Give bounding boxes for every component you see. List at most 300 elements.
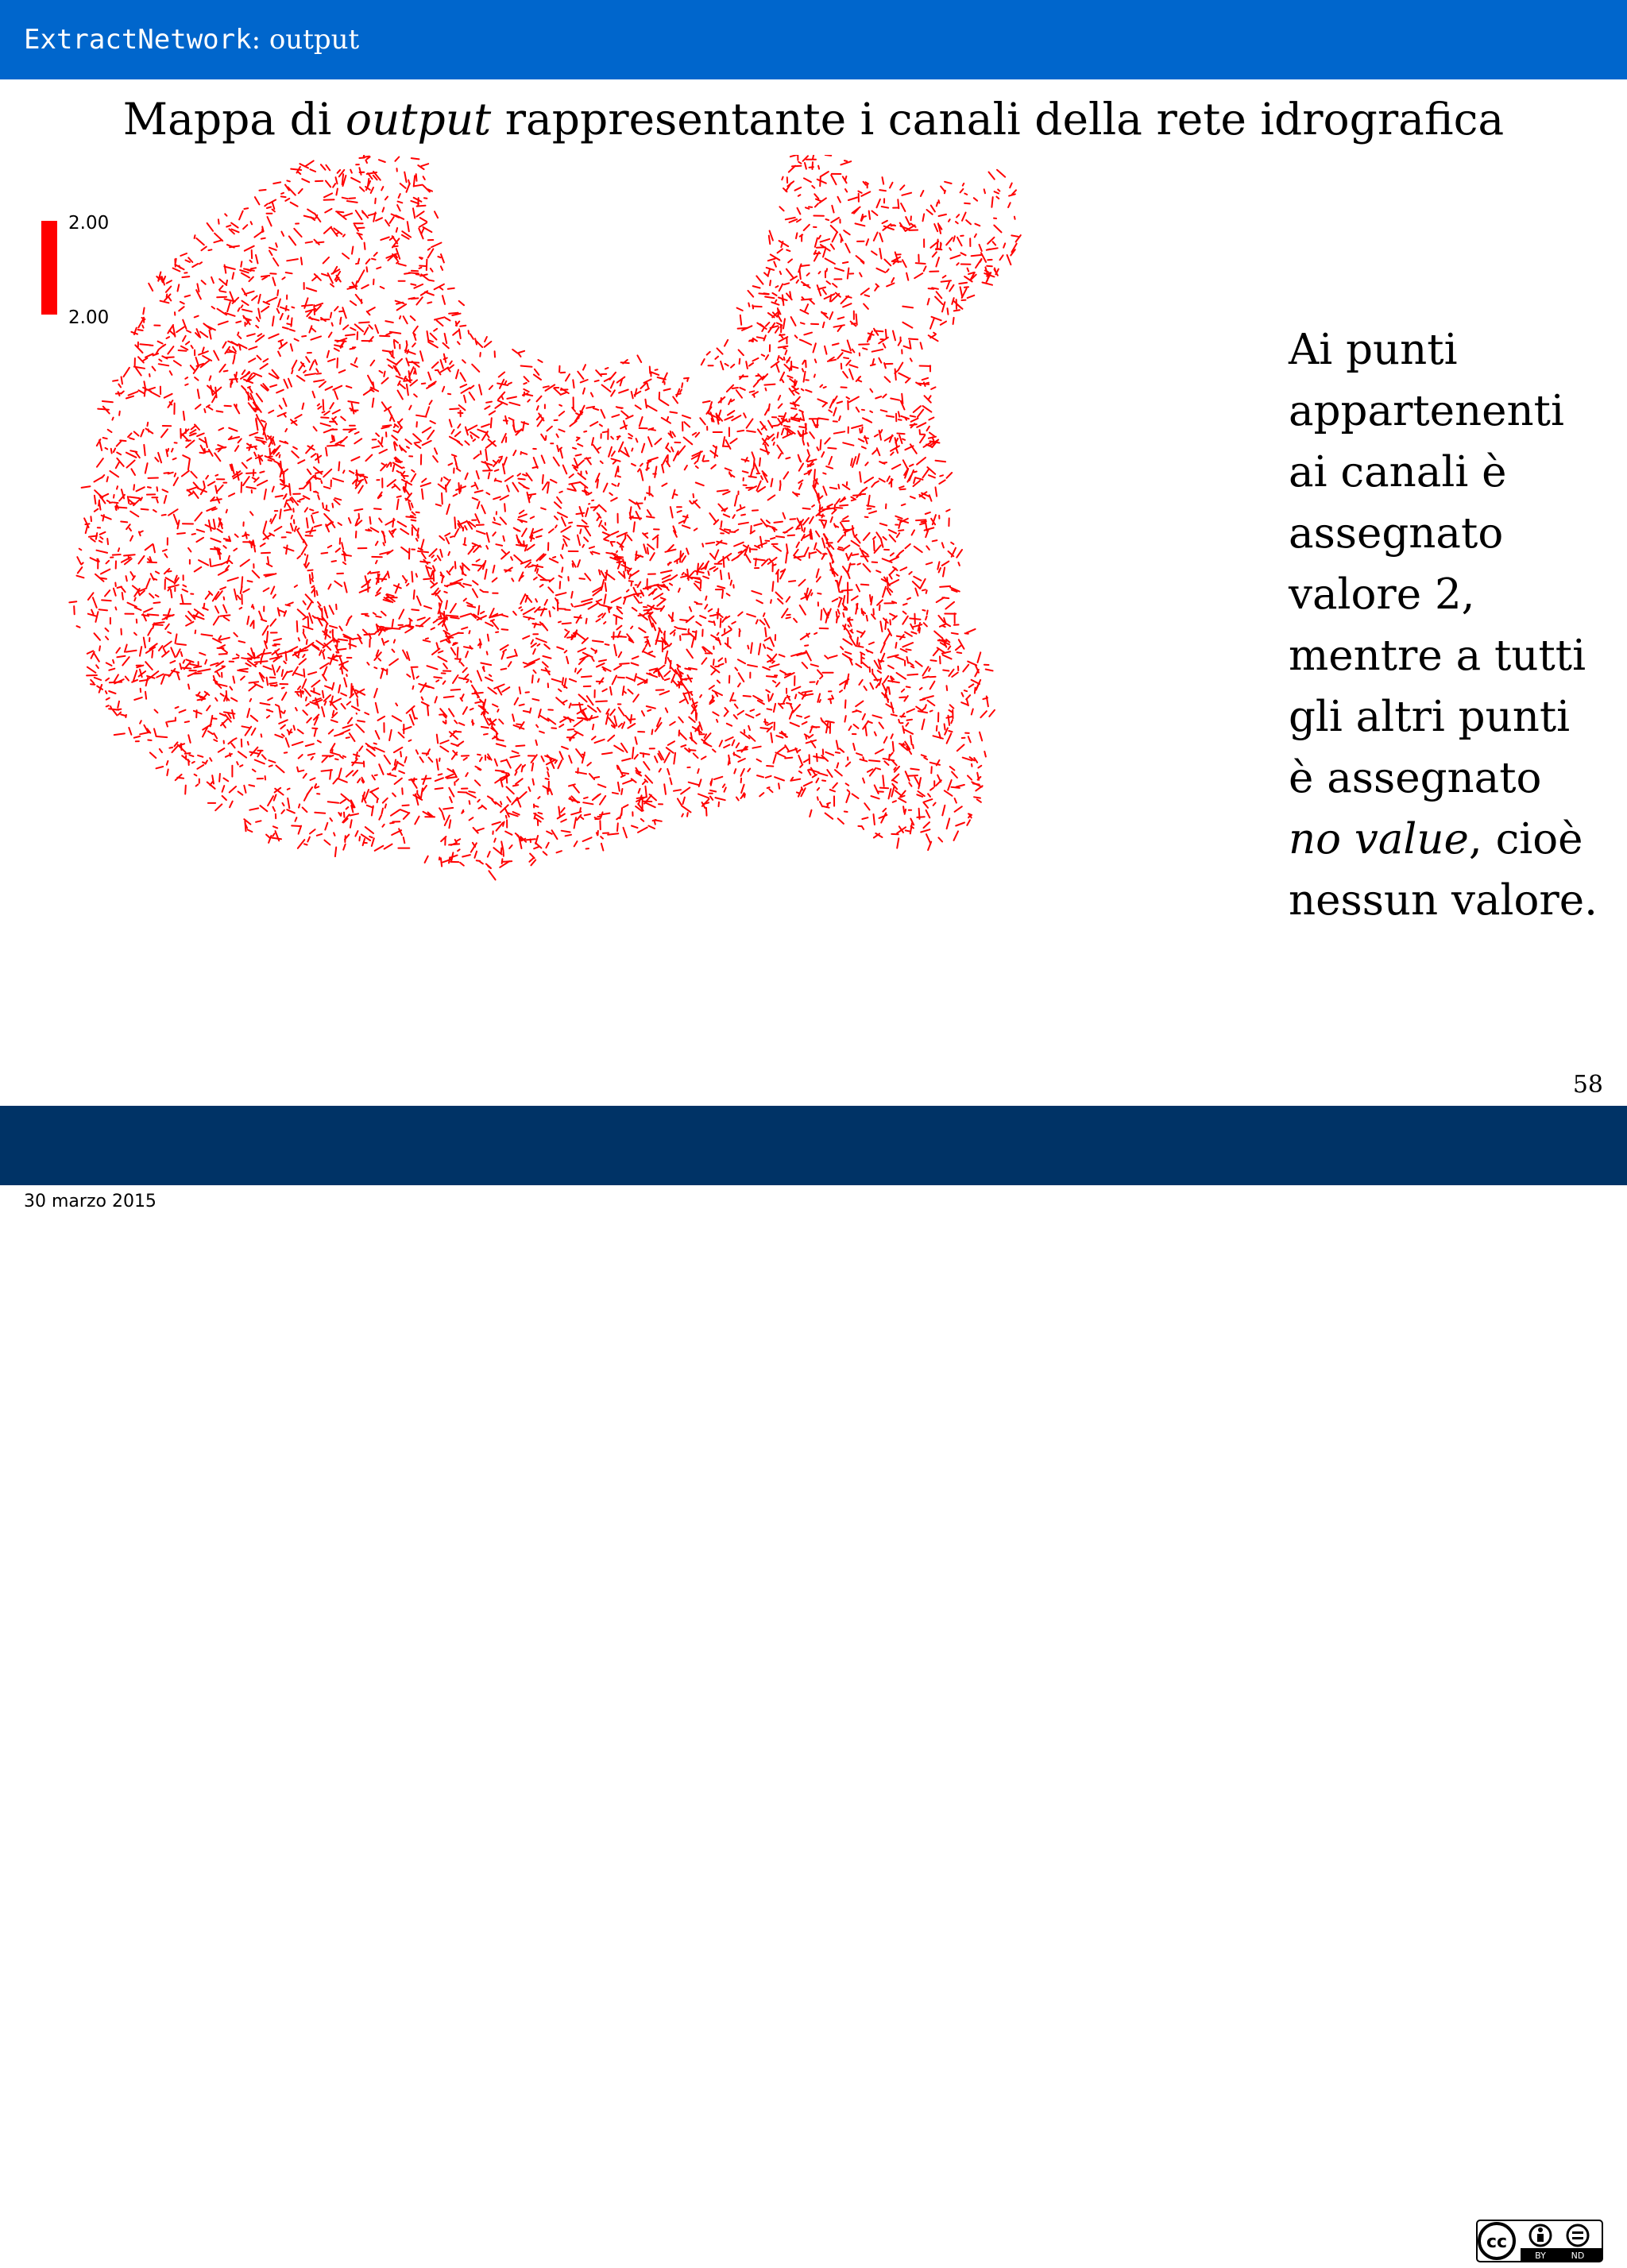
channel-segment: [396, 703, 397, 705]
channel-segment: [714, 568, 718, 571]
channel-segment: [109, 691, 115, 694]
channel-segment: [258, 309, 260, 319]
channel-segment: [88, 614, 96, 616]
channel-segment: [907, 598, 910, 600]
channel-segment: [966, 695, 970, 699]
channel-segment: [278, 299, 280, 307]
channel-segment: [562, 747, 568, 749]
channel-segment: [348, 616, 351, 620]
channel-segment: [786, 184, 791, 191]
channel-segment: [442, 813, 445, 820]
channel-segment: [269, 411, 273, 413]
channel-segment: [879, 249, 881, 259]
channel-segment: [205, 660, 207, 664]
channel-segment: [833, 284, 837, 287]
channel-segment: [468, 605, 476, 607]
main-channel-segment: [671, 575, 677, 580]
channel-segment: [543, 482, 547, 490]
channel-segment: [702, 543, 703, 547]
channel-segment: [503, 650, 506, 652]
channel-segment: [270, 273, 276, 274]
channel-segment: [694, 501, 700, 508]
channel-segment: [493, 578, 497, 582]
channel-segment: [510, 755, 520, 757]
channel-segment: [267, 564, 272, 566]
channel-segment: [373, 612, 376, 614]
channel-segment: [949, 219, 950, 222]
channel-segment: [703, 802, 709, 804]
channel-segment: [593, 408, 598, 410]
channel-segment: [257, 481, 267, 485]
channel-segment: [209, 408, 213, 410]
channel-segment: [760, 620, 765, 625]
channel-segment: [273, 182, 280, 184]
channel-segment: [269, 248, 276, 250]
channel-segment: [683, 516, 688, 517]
channel-segment: [893, 742, 894, 751]
channel-segment: [902, 504, 906, 506]
channel-segment: [278, 608, 280, 616]
channel-segment: [148, 487, 151, 488]
channel-segment: [469, 330, 470, 334]
channel-segment: [739, 523, 748, 524]
channel-segment: [526, 596, 528, 602]
channel-segment: [502, 629, 508, 630]
channel-segment: [196, 784, 199, 786]
channel-segment: [335, 848, 336, 857]
channel-segment: [817, 797, 818, 800]
channel-segment: [303, 669, 304, 677]
channel-segment: [279, 707, 280, 718]
channel-segment: [872, 450, 876, 454]
channel-segment: [916, 661, 922, 666]
channel-segment: [739, 350, 744, 355]
channel-segment: [790, 155, 798, 156]
channel-segment: [502, 396, 504, 400]
channel-segment: [450, 408, 459, 409]
channel-segment: [520, 594, 525, 604]
channel-segment: [224, 371, 228, 372]
main-channel-segment: [183, 668, 191, 669]
channel-segment: [413, 208, 415, 218]
channel-segment: [756, 620, 758, 624]
channel-segment: [259, 612, 262, 620]
channel-segment: [898, 199, 899, 208]
channel-segment: [775, 286, 778, 288]
channel-segment: [817, 577, 821, 581]
channel-segment: [684, 438, 693, 445]
channel-segment: [949, 285, 953, 292]
channel-segment: [632, 663, 639, 666]
channel-segment: [922, 666, 928, 675]
channel-segment: [876, 284, 879, 287]
channel-segment: [721, 361, 723, 369]
channel-segment: [869, 760, 879, 761]
channel-segment: [956, 550, 962, 558]
channel-segment: [562, 678, 563, 684]
channel-segment: [475, 514, 479, 523]
channel-segment: [686, 616, 694, 623]
channel-segment: [950, 767, 955, 770]
channel-segment: [732, 622, 736, 624]
channel-segment: [311, 579, 313, 581]
channel-segment: [116, 709, 121, 710]
channel-segment: [359, 746, 362, 751]
channel-segment: [926, 616, 927, 620]
channel-segment: [916, 263, 926, 264]
channel-segment: [218, 428, 223, 431]
channel-segment: [736, 744, 740, 748]
channel-segment: [322, 274, 328, 276]
channel-segment: [437, 643, 439, 649]
channel-segment: [674, 627, 678, 628]
channel-segment: [523, 474, 527, 476]
channel-segment: [485, 342, 492, 347]
channel-segment: [694, 584, 701, 591]
channel-segment: [897, 838, 899, 848]
channel-segment: [696, 466, 698, 468]
channel-segment: [214, 616, 219, 624]
channel-segment: [768, 270, 770, 276]
channel-segment: [843, 442, 853, 445]
channel-segment: [729, 472, 732, 476]
channel-segment: [281, 193, 284, 194]
channel-segment: [218, 636, 221, 639]
channel-segment: [690, 738, 697, 744]
channel-segment: [952, 772, 957, 778]
channel-segment: [936, 257, 939, 266]
channel-segment: [883, 177, 884, 184]
channel-segment: [333, 779, 338, 784]
channel-segment: [307, 837, 310, 842]
channel-segment: [589, 774, 594, 779]
channel-segment: [907, 720, 913, 721]
channel-segment: [929, 475, 935, 477]
channel-segment: [569, 482, 579, 485]
channel-segment: [157, 499, 158, 502]
channel-segment: [719, 802, 720, 806]
channel-segment: [524, 389, 528, 392]
channel-segment: [969, 684, 974, 687]
channel-segment: [632, 464, 636, 466]
channel-segment: [179, 350, 187, 351]
channel-segment: [558, 807, 559, 816]
channel-segment: [264, 359, 269, 362]
channel-segment: [890, 620, 891, 624]
channel-segment: [513, 450, 516, 455]
channel-segment: [521, 366, 532, 367]
channel-segment: [929, 437, 936, 439]
channel-segment: [750, 391, 755, 392]
channel-segment: [200, 332, 207, 338]
channel-segment: [131, 469, 135, 475]
channel-segment: [578, 669, 582, 674]
channel-segment: [470, 817, 473, 820]
channel-segment: [701, 359, 705, 365]
channel-segment: [751, 643, 752, 653]
channel-segment: [357, 721, 365, 722]
channel-segment: [110, 706, 111, 709]
channel-segment: [197, 434, 204, 437]
channel-segment: [311, 516, 314, 523]
channel-segment: [891, 580, 899, 585]
main-channel-segment: [157, 674, 163, 678]
channel-segment: [465, 441, 469, 445]
channel-segment: [848, 340, 851, 350]
channel-segment: [418, 551, 428, 552]
channel-segment: [324, 487, 330, 489]
channel-segment: [371, 792, 378, 799]
channel-segment: [680, 551, 681, 562]
channel-segment: [768, 695, 769, 701]
channel-segment: [235, 446, 238, 451]
channel-segment: [864, 686, 867, 690]
channel-segment: [886, 330, 887, 338]
channel-segment: [682, 554, 684, 558]
channel-segment: [817, 670, 822, 675]
channel-segment: [746, 714, 753, 717]
channel-segment: [507, 485, 509, 491]
channel-segment: [948, 780, 952, 790]
channel-segment: [300, 659, 306, 664]
channel-segment: [891, 734, 893, 738]
channel-segment: [670, 412, 677, 413]
channel-segment: [365, 827, 373, 833]
channel-segment: [919, 628, 920, 632]
channel-segment: [340, 320, 341, 324]
channel-segment: [376, 433, 379, 436]
channel-segment: [423, 640, 431, 642]
channel-segment: [647, 710, 651, 711]
channel-segment: [469, 548, 473, 554]
channel-segment: [792, 166, 801, 167]
channel-segment: [156, 595, 159, 597]
channel-segment: [589, 547, 594, 548]
channel-segment: [617, 609, 623, 614]
channel-segment: [328, 585, 330, 589]
channel-segment: [547, 832, 552, 834]
channel-segment: [565, 632, 569, 637]
channel-segment: [385, 641, 388, 643]
channel-segment: [423, 753, 429, 754]
channel-segment: [245, 534, 249, 535]
channel-segment: [470, 386, 473, 389]
channel-segment: [503, 536, 504, 541]
channel-segment: [475, 701, 481, 703]
channel-segment: [980, 711, 987, 717]
channel-segment: [796, 233, 797, 238]
channel-segment: [561, 808, 564, 812]
channel-segment: [162, 515, 166, 516]
channel-segment: [635, 674, 636, 681]
channel-segment: [936, 461, 946, 462]
channel-segment: [815, 203, 818, 207]
channel-segment: [129, 497, 139, 499]
channel-segment: [762, 427, 765, 430]
channel-segment: [311, 328, 315, 332]
channel-segment: [354, 509, 362, 511]
channel-segment: [146, 579, 149, 588]
main-channel-segment: [589, 604, 597, 609]
channel-segment: [164, 642, 171, 647]
channel-segment: [78, 567, 83, 573]
channel-segment: [95, 509, 99, 512]
channel-segment: [631, 571, 639, 576]
channel-segment: [281, 711, 283, 713]
channel-segment: [719, 658, 723, 661]
channel-segment: [416, 539, 418, 541]
channel-segment: [477, 860, 481, 861]
channel-segment: [632, 826, 638, 829]
channel-segment: [814, 543, 816, 550]
channel-segment: [222, 648, 227, 652]
channel-segment: [486, 434, 489, 438]
channel-segment: [242, 310, 252, 312]
channel-segment: [833, 233, 837, 242]
channel-segment: [119, 411, 120, 415]
channel-segment: [954, 310, 960, 311]
channel-segment: [255, 663, 257, 665]
channel-segment: [238, 596, 241, 600]
channel-segment: [399, 194, 400, 198]
channel-segment: [196, 357, 199, 365]
channel-segment: [181, 429, 189, 436]
channel-segment: [879, 190, 886, 191]
channel-segment: [188, 548, 191, 552]
channel-segment: [435, 211, 438, 218]
channel-segment: [926, 512, 930, 514]
channel-segment: [852, 554, 859, 555]
channel-segment: [833, 783, 837, 788]
channel-segment: [342, 543, 343, 549]
channel-segment: [680, 390, 682, 392]
channel-segment: [862, 817, 868, 819]
channel-segment: [876, 684, 879, 688]
channel-segment: [213, 388, 221, 395]
channel-segment: [974, 797, 980, 798]
channel-segment: [489, 473, 490, 478]
channel-segment: [541, 580, 551, 581]
channel-segment: [826, 466, 833, 469]
channel-segment: [684, 378, 689, 379]
channel-segment: [751, 526, 752, 532]
channel-segment: [449, 709, 454, 717]
channel-segment: [756, 601, 763, 604]
channel-segment: [332, 504, 333, 508]
channel-segment: [769, 404, 770, 411]
channel-segment: [518, 479, 524, 480]
channel-segment: [422, 697, 423, 700]
channel-segment: [437, 735, 438, 744]
channel-segment: [296, 817, 297, 821]
channel-segment: [520, 705, 524, 706]
channel-segment: [382, 378, 388, 384]
channel-segment: [820, 700, 821, 702]
channel-segment: [913, 624, 922, 627]
channel-segment: [770, 280, 771, 285]
channel-segment: [202, 634, 213, 636]
channel-segment: [388, 773, 391, 775]
channel-segment: [501, 760, 506, 762]
channel-segment: [650, 367, 651, 373]
channel-segment: [837, 740, 838, 749]
channel-segment: [693, 433, 696, 435]
channel-segment: [477, 559, 480, 561]
channel-segment: [957, 238, 962, 246]
channel-segment: [816, 531, 819, 537]
channel-segment: [614, 666, 621, 670]
channel-segment: [711, 636, 717, 639]
channel-segment: [264, 574, 273, 575]
channel-segment: [880, 788, 888, 789]
channel-segment: [870, 683, 873, 689]
channel-segment: [481, 424, 489, 427]
channel-segment: [646, 388, 649, 390]
channel-segment: [554, 458, 559, 466]
channel-segment: [666, 443, 668, 448]
channel-segment: [311, 778, 315, 780]
channel-segment: [337, 358, 338, 368]
channel-segment: [330, 755, 334, 757]
channel-segment: [304, 298, 307, 308]
channel-segment: [324, 193, 332, 197]
channel-segment: [416, 415, 426, 417]
channel-segment: [202, 247, 207, 251]
channel-segment: [445, 816, 450, 826]
channel-segment: [363, 630, 367, 634]
channel-segment: [106, 691, 107, 694]
channel-segment: [303, 774, 307, 778]
channel-segment: [879, 661, 883, 662]
channel-segment: [524, 383, 527, 384]
channel-segment: [636, 439, 638, 442]
channel-segment: [643, 544, 646, 553]
main-channel-segment: [461, 614, 471, 617]
channel-segment: [350, 170, 352, 173]
channel-segment: [956, 823, 964, 826]
channel-segment: [628, 434, 632, 436]
channel-segment: [126, 576, 127, 581]
channel-segment: [872, 562, 878, 563]
channel-segment: [772, 661, 775, 663]
channel-segment: [407, 184, 410, 192]
channel-segment: [276, 453, 280, 456]
channel-segment: [406, 580, 408, 582]
channel-segment: [856, 223, 865, 226]
channel-segment: [342, 704, 346, 709]
channel-segment: [829, 410, 832, 412]
channel-segment: [322, 756, 327, 763]
channel-segment: [639, 789, 640, 793]
channel-segment: [284, 752, 288, 753]
channel-segment: [681, 745, 686, 747]
channel-segment: [929, 495, 932, 500]
channel-segment: [807, 273, 810, 276]
channel-segment: [847, 397, 850, 399]
channel-segment: [151, 392, 160, 396]
channel-segment: [423, 775, 427, 784]
channel-segment: [622, 547, 623, 550]
channel-segment: [233, 357, 234, 363]
channel-segment: [632, 392, 633, 398]
channel-segment: [560, 449, 562, 458]
channel-segment: [578, 648, 585, 651]
channel-segment: [208, 731, 213, 734]
channel-segment: [798, 750, 800, 751]
channel-segment: [523, 636, 529, 639]
channel-segment: [333, 711, 334, 716]
channel-segment: [234, 355, 235, 358]
